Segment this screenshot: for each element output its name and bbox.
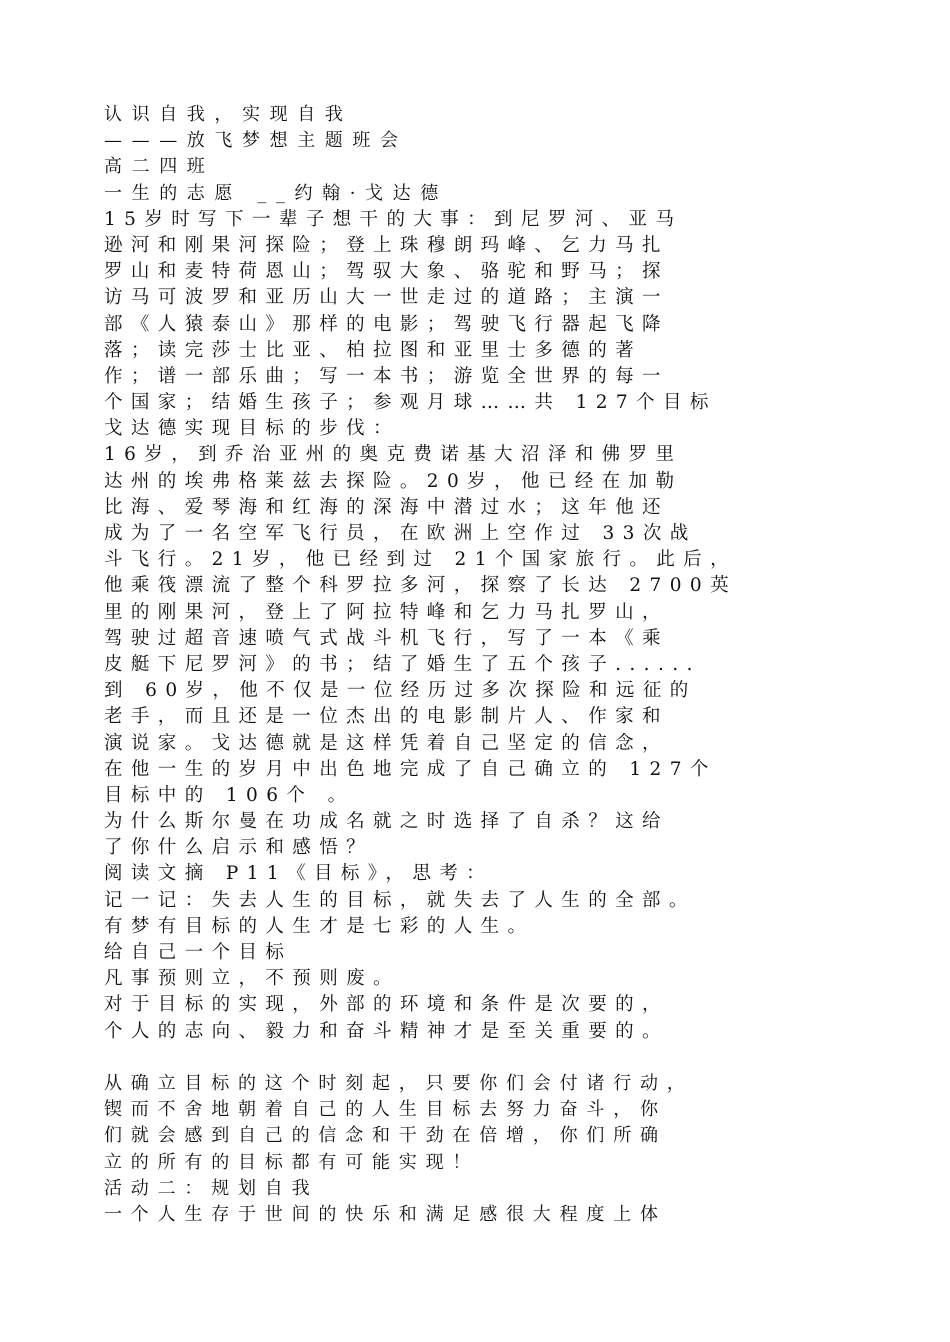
text-line: 比海、爱琴海和红海的深海中潜过水；这年他还: [104, 496, 669, 518]
text-line: 落；读完莎士比亚、柏拉图和亚里士多德的著: [104, 339, 643, 361]
text-line: 访马可波罗和亚历山大一世走过的道路；主演一: [104, 287, 669, 309]
text-line: 对于目标的实现，外部的环境和条件是次要的，: [104, 994, 669, 1016]
text-line: 从确立目标的这个时刻起，只要你们会付诸行动，: [104, 1072, 694, 1094]
text-line: 到 60岁，他不仅是一位经历过多次探险和远征的: [104, 680, 697, 702]
text-line: 凡事预则立，不预则废。: [104, 968, 400, 990]
text-line: 达州的埃弗格莱兹去探险。20岁，他已经在加勒: [104, 470, 683, 492]
question-line: 为什么斯尔曼在功成名就之时选择了自杀？这给: [104, 811, 669, 833]
text-line: 作；谱一部乐曲；写一本书；游览全世界的每一: [104, 365, 669, 387]
text-line: 个人的志向、毅力和奋斗精神才是至关重要的。: [104, 1020, 669, 1042]
text-line: 立的所有的目标都有可能实现！: [104, 1151, 480, 1173]
text-line: 驾驶过超音速喷气式战斗机飞行，写了一本《乘: [104, 627, 669, 649]
document-body: [104, 102, 844, 1228]
question-line: 了你什么启示和感悟？: [104, 837, 374, 859]
text-line: 一个人生存于世间的快乐和满足感很大程度上体: [104, 1203, 667, 1225]
text-line: 老手，而且还是一位杰出的电影制片人、作家和: [104, 706, 669, 728]
section-heading: 一生的志愿 __约翰·戈达德: [104, 182, 448, 204]
text-line: 在他一生的岁月中出色地完成了自己确立的 127个: [104, 758, 717, 780]
text-line: 逊河和刚果河探险；登上珠穆朗玛峰、乞力马扎: [104, 234, 669, 256]
doc-subtitle: ———放飞梦想主题班会: [104, 130, 408, 152]
text-line: 他乘筏漂流了整个科罗拉多河，探察了长达 2700英: [104, 575, 737, 597]
text-line: 们就会感到自己的信念和干劲在倍增，你们所确: [104, 1125, 667, 1147]
text-line: 罗山和麦特荷恩山；驾驭大象、骆驼和野马；探: [104, 261, 669, 283]
section-heading: 戈达德实现目标的步伐：: [104, 418, 400, 440]
text-line: 个国家；结婚生孩子；参观月球……共 127个目标: [104, 392, 717, 414]
text-line: 记一记：失去人生的目标，就失去了人生的全部。: [104, 889, 696, 911]
text-line: 皮艇下尼罗河》的书；结了婚生了五个孩子......: [104, 653, 701, 675]
text-line: 部《人猿泰山》那样的电影；驾驶飞行器起飞降: [104, 313, 669, 335]
text-line: 里的刚果河，登上了阿拉特峰和乞力马扎罗山，: [104, 601, 669, 623]
section-heading: 给自己一个目标: [104, 942, 293, 963]
text-line: 16岁，到乔治亚州的奥克费诺基大沼泽和佛罗里: [104, 444, 683, 466]
doc-title: 认识自我，实现自我: [104, 104, 353, 125]
text-line: 15岁时写下一辈子想干的大事：到尼罗河、亚马: [104, 208, 683, 230]
blank-line: [104, 1045, 844, 1071]
doc-class-label: 高二四班: [104, 156, 215, 178]
text-line: 有梦有目标的人生才是七彩的人生。: [104, 915, 535, 937]
section-heading: 活动二：规划自我: [104, 1177, 319, 1199]
text-line: 目标中的 106个 。: [104, 784, 355, 806]
text-line: 成为了一名空军飞行员，在欧洲上空作过 33次战: [104, 523, 697, 544]
text-line: 斗飞行。21岁，他已经到过 21个国家旅行。此后，: [104, 549, 737, 571]
text-line: 演说家。戈达德就是这样凭着自己坚定的信念，: [104, 732, 669, 754]
text-line: 锲而不舍地朝着自己的人生目标去努力奋斗，你: [104, 1099, 667, 1121]
reading-prompt: 阅读文摘 P11《目标》，思考：: [104, 863, 494, 885]
